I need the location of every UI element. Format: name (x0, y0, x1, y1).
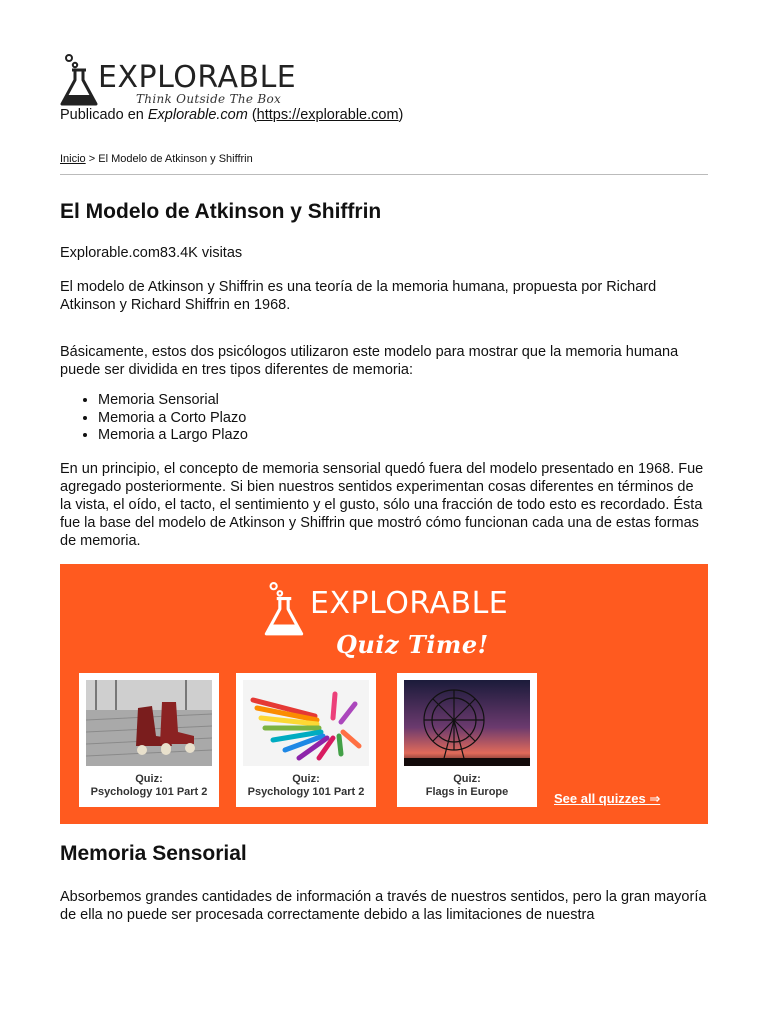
published-url-link[interactable]: https://explorable.com (256, 107, 399, 123)
banner-wordmark: EXPLORABLE (310, 586, 509, 621)
quiz-label: Quiz: (453, 773, 481, 785)
breadcrumb-current: El Modelo de Atkinson y Shiffrin (98, 153, 253, 165)
quiz-thumbnail-colored-pencils (243, 680, 369, 766)
quiz-label: Quiz: (292, 773, 320, 785)
quiz-title: Psychology 101 Part 2 (247, 786, 365, 798)
explorable-logo[interactable] (60, 54, 297, 110)
quiz-title: Flags in Europe (425, 786, 509, 798)
quiz-title: Psychology 101 Part 2 (90, 786, 208, 798)
quiz-card[interactable] (79, 673, 219, 807)
quiz-label: Quiz: (135, 773, 163, 785)
published-line (60, 107, 403, 123)
paragraph-intro: El modelo de Atkinson y Shiffrin es una teoría de la memoria humana, propuesta por Richard Atkinson y Richard Shiffrin en 1968. (60, 279, 657, 313)
visit-count: Explorable.com83.4K visitas (60, 245, 243, 261)
quiz-time-heading: Quiz Time! (336, 630, 489, 659)
section-heading: Memoria Sensorial (60, 842, 247, 865)
paragraph-sensory-history: En un principio, el concepto de memoria sensorial quedó fuera del modelo presentado en 1968. Fue agregado posteriormente. Si bien nuestros sentidos experimentan cosas diferentes en términos de la vista, el oído, el tacto, el sentimiento y el gusto, sólo una fracción de todo esto es recordado. Ésta fue la base del modelo de Atkinson y Shiffrin que mostró cómo funcionan cada una de estas formas de memoria. (60, 461, 704, 549)
divider (60, 174, 708, 175)
quiz-card[interactable] (236, 673, 376, 807)
published-close-paren: ) (398, 107, 404, 123)
published-open-paren: ( (247, 107, 257, 123)
breadcrumb-home-link[interactable]: Inicio (60, 153, 86, 165)
quiz-thumbnail-ferris-wheel (404, 680, 530, 766)
memory-types-list (60, 392, 248, 445)
breadcrumb-separator: > (85, 153, 99, 165)
logo-tagline: Think Outside The Box (136, 92, 282, 106)
quiz-card-title (397, 773, 537, 799)
paragraph-types: Básicamente, estos dos psicólogos utilizaron este modelo para mostrar que la memoria humana puede ser dividida en tres tipos diferentes de memoria: (60, 344, 679, 378)
quiz-card-title (236, 773, 376, 799)
quiz-card-title (79, 773, 219, 799)
paragraph-sensory: Absorbemos grandes cantidades de información a través de nuestros sentidos, pero la gran mayoría de ella no puede ser procesada correctamente debido a las limitaciones de nuestra (60, 889, 707, 923)
list-item: • Memoria a Corto Plazo (98, 410, 248, 428)
quiz-thumbnail-roller-skates (86, 680, 212, 766)
logo-wordmark: EXPLORABLE (98, 60, 297, 95)
published-prefix: Publicado en (60, 107, 148, 123)
list-item: • Memoria a Largo Plazo (98, 427, 248, 445)
flask-icon (60, 54, 98, 108)
page-title: El Modelo de Atkinson y Shiffrin (60, 200, 382, 223)
published-site: Explorable.com (147, 107, 248, 123)
flask-icon (264, 582, 304, 638)
quiz-banner[interactable] (60, 564, 708, 824)
list-item: • Memoria Sensorial (98, 392, 248, 410)
breadcrumb (60, 153, 253, 165)
see-all-quizzes-link[interactable]: See all quizzes ⇒ (554, 791, 661, 806)
quiz-card[interactable] (397, 673, 537, 807)
